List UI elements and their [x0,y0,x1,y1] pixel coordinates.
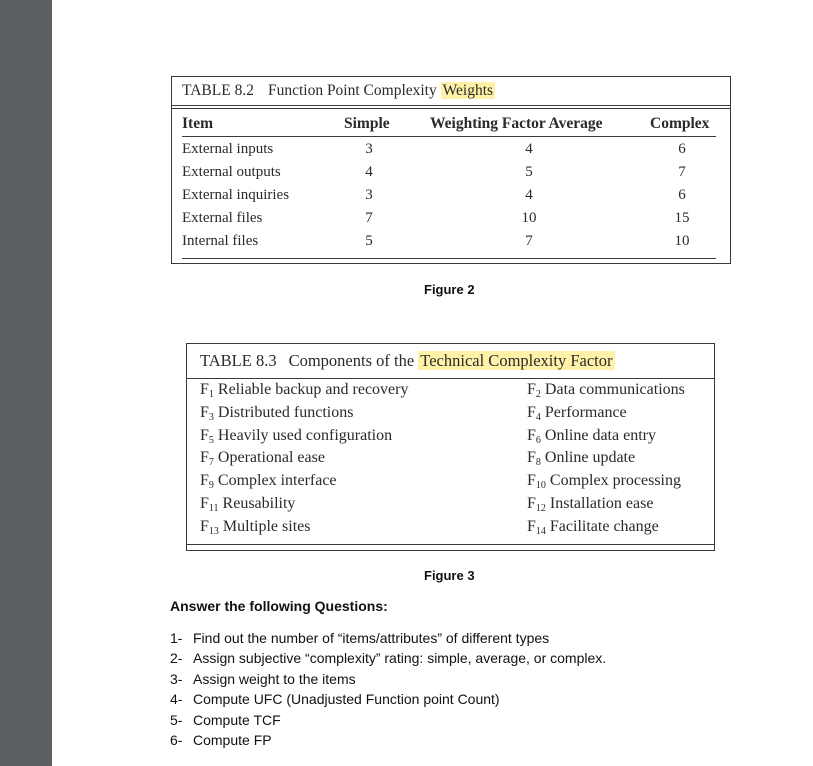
question-text: Find out the number of “items/attributes” of different types [193,630,550,646]
factor-index: 6 [535,434,541,446]
factor-item [200,404,353,423]
factor-item [200,449,325,468]
bottom-rule [187,544,714,545]
factor-label: Distributed functions [217,403,354,421]
factor-index: 1 [208,389,214,400]
cell-simple: 3 [365,141,373,157]
factor-item [200,381,408,400]
cell-item: Internal files [182,233,259,249]
question-number: 4- [170,691,183,708]
factor-symbol: F [527,426,536,444]
question-number: 1- [170,630,183,646]
factor-symbol: F [200,517,209,535]
cell-average: 7 [525,233,533,249]
table-technical-complexity-factor [186,343,715,551]
table-title-text: Components of the [288,351,415,370]
factor-item [527,495,653,514]
question-item [170,710,606,730]
bottom-rule [182,258,716,259]
cell-average: 4 [525,141,533,157]
cell-average: 4 [525,187,533,203]
cell-average: 5 [525,164,533,180]
factor-symbol: F [527,472,536,490]
factor-label: Multiple sites [222,517,311,535]
factor-label: Heavily used configuration [217,426,393,444]
header-complex: Complex [650,115,710,132]
cell-item: External outputs [182,164,281,180]
factor-item [527,381,685,400]
factor-index: 5 [208,434,214,446]
header-average: Weighting Factor Average [430,115,603,132]
factor-symbol: F [200,381,209,398]
factor-item [200,472,337,491]
factor-label: Complex interface [217,472,337,490]
highlighted-text: Technical Complexity Factor [420,351,613,370]
factor-index: 13 [208,525,219,537]
cell-simple: 7 [365,210,373,226]
factor-label: Online update [544,449,636,467]
questions-heading: Answer the following Questions: [170,598,388,614]
title-rule [187,378,714,379]
factor-item [200,427,392,446]
factor-item [200,518,310,537]
cell-complex: 15 [674,210,690,226]
factor-index: 11 [208,503,219,514]
factor-item [527,404,627,423]
question-text: Assign weight to the items [193,670,356,687]
factor-index: 14 [535,525,546,537]
question-text: Compute UFC (Unadjusted Function point Count) [193,691,500,708]
questions-list [170,628,606,750]
cell-simple: 3 [365,187,373,203]
cell-item: External inquiries [182,187,290,203]
header-simple: Simple [344,115,390,132]
table-number: TABLE 8.2 [182,82,254,99]
factor-label: Data communications [544,381,685,398]
question-number: 3- [170,670,183,687]
question-item [170,689,606,709]
cell-complex: 6 [678,141,686,157]
question-item [170,730,606,750]
factor-item [527,449,635,468]
header-item: Item [182,115,213,132]
question-text: Compute TCF [193,711,281,728]
figure-3-caption: Figure 3 [424,568,475,583]
header-rule [182,136,716,137]
question-text: Assign subjective “complexity” rating: simple, average, or complex. [193,650,607,667]
factor-index: 7 [208,457,214,469]
factor-symbol: F [200,449,209,467]
cell-simple: 4 [365,164,373,180]
factor-item [527,427,656,446]
table-title [182,82,495,100]
cell-average: 10 [521,210,537,226]
factor-symbol: F [200,426,209,444]
factor-index: 12 [535,503,546,514]
factor-label: Reusability [222,495,296,512]
factor-index: 10 [535,480,546,492]
viewer-left-bar [0,0,52,766]
factor-index: 9 [208,480,214,492]
factor-label: Operational ease [217,449,325,467]
factor-index: 8 [535,457,541,469]
factor-symbol: F [200,403,209,421]
question-number: 6- [170,731,183,748]
factor-label: Reliable backup and recovery [217,381,409,398]
factor-label: Complex processing [549,472,681,490]
table-function-point-weights [171,76,731,264]
cell-item: External files [182,210,263,226]
question-item [170,628,606,648]
factor-symbol: F [200,472,209,490]
factor-index: 4 [535,411,541,423]
factor-item [527,472,681,491]
title-rule [172,105,730,106]
factor-label: Installation ease [549,495,654,512]
cell-item: External inputs [182,141,274,157]
factor-symbol: F [527,381,536,398]
cell-complex: 6 [678,187,686,203]
factor-symbol: F [527,495,536,512]
factor-label: Performance [544,403,627,421]
cell-complex: 7 [678,164,686,180]
cell-complex: 10 [674,233,690,249]
factor-symbol: F [527,449,536,467]
factor-index: 2 [535,389,541,400]
highlighted-text: Weights [442,82,494,99]
factor-symbol: F [200,495,209,512]
question-item [170,648,606,668]
factor-label: Facilitate change [549,517,659,535]
figure-2-caption: Figure 2 [424,282,475,297]
table-title-text: Function Point Complexity [267,82,437,99]
question-number: 2- [170,650,183,667]
factor-symbol: F [527,403,536,421]
title-rule-double [172,108,730,109]
table-number: TABLE 8.3 [200,351,277,370]
factor-item [527,518,659,537]
factor-symbol: F [527,517,536,535]
factor-label: Online data entry [544,426,656,444]
question-number: 5- [170,711,183,728]
cell-simple: 5 [365,233,373,249]
question-item [170,669,606,689]
factor-index: 3 [208,411,214,423]
table-title [200,351,615,371]
factor-item [200,495,295,514]
question-text: Compute FP [193,731,272,748]
